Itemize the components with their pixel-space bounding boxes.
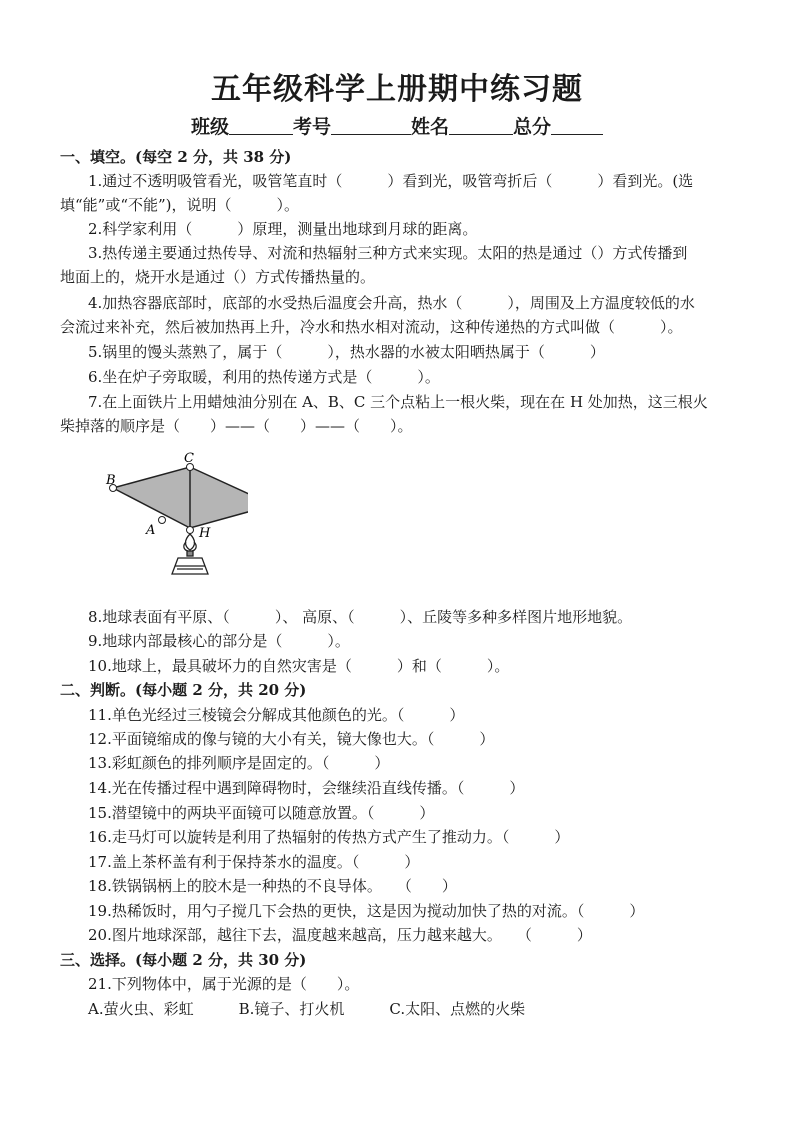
question-13: 13.彩虹颜色的排列顺序是固定的。（ ） [88, 754, 390, 772]
label-h: H [199, 526, 211, 541]
question-8: 8.地球表面有平原、（ ）、 高原、（ ）、丘陵等多种多样图片地形地貌。 [88, 608, 633, 626]
question-7-line-1: 7.在上面铁片上用蜡烛油分别在 A、B、C 三个点粘上一根火柴，现在在 H 处加热，这三根火 [88, 393, 708, 411]
iron-plate [113, 467, 248, 528]
question-16: 16.走马灯可以旋转是利用了热辐射的传热方式产生了推动力。（ ） [88, 828, 570, 846]
point-h-marker [187, 527, 194, 534]
question-11: 11.单色光经过三棱镜会分解成其他颜色的光。（ ） [88, 706, 465, 724]
score-blank[interactable] [551, 116, 603, 135]
question-2: 2.科学家利用（ ）原理，测量出地球到月球的距离。 [88, 220, 478, 238]
name-label: 姓名 [411, 116, 450, 138]
point-a-marker [159, 517, 166, 524]
question-18: 18.铁锅锅柄上的胶木是一种热的不良导体。 （ ） [88, 877, 457, 895]
question-3-line-1: 3.热传递主要通过热传导、对流和热辐射三种方式来实现。太阳的热是通过（）方式传播到 [88, 244, 688, 262]
label-b: B [106, 473, 116, 488]
question-9: 9.地球内部最核心的部分是（ ）。 [88, 632, 350, 650]
question-15: 15.潜望镜中的两块平面镜可以随意放置。（ ） [88, 804, 435, 822]
question-14: 14.光在传播过程中遇到障碍物时，会继续沿直线传播。（ ） [88, 779, 525, 797]
question-17: 17.盖上茶杯盖有利于保持茶水的温度。（ ） [88, 853, 420, 871]
question-5: 5.锅里的馒头蒸熟了，属于（ ），热水器的水被太阳晒热属于（ ） [88, 343, 605, 361]
question-12: 12.平面镜缩成的像与镜的大小有关，镜大像也大。（ ） [88, 730, 495, 748]
iron-plate-heating-diagram [98, 450, 248, 590]
exam-number-blank[interactable] [331, 116, 411, 135]
question-1-line-1: 1.通过不透明吸管看光，吸管笔直时（ ）看到光，吸管弯折后（ ）看到光。(选 [88, 172, 694, 190]
page-title: 五年级科学上册期中练习题 [211, 72, 583, 107]
question-1-line-2: 填“能”或“不能”)，说明（ ）。 [60, 196, 300, 214]
section-fill-heading: 一、填空。(每空 2 分，共 38 分) [60, 148, 292, 166]
section-judge-heading: 二、判断。(每小题 2 分，共 20 分) [60, 681, 307, 699]
student-info-row [0, 112, 794, 139]
name-blank[interactable] [449, 116, 513, 135]
section-choice-heading: 三、选择。(每小题 2 分，共 30 分) [60, 951, 307, 969]
question-19: 19.热稀饭时，用勺子搅几下会热的更快，这是因为搅动加快了热的对流。（ ） [88, 902, 645, 920]
question-4-line-2: 会流过来补充，然后被加热再上升，冷水和热水相对流动，这种传递热的方式叫做（ ）。 [60, 318, 683, 336]
question-6: 6.坐在炉子旁取暖，利用的热传递方式是（ ）。 [88, 368, 440, 386]
score-label: 总分 [513, 116, 552, 138]
class-blank[interactable] [229, 116, 293, 135]
question-7-line-2: 柴掉落的顺序是（ ）——（ ）——（ ）。 [60, 417, 413, 435]
class-label: 班级 [190, 116, 229, 138]
exam-number-label: 考号 [292, 116, 331, 138]
question-10: 10.地球上，最具破坏力的自然灾害是（ ）和（ ）。 [88, 657, 510, 675]
question-3-line-2: 地面上的，烧开水是通过（）方式传播热量的。 [60, 268, 376, 286]
question-20: 20.图片地球深部，越往下去，温度越来越高，压力越来越大。 （ ） [88, 926, 592, 944]
question-21-options: A.萤火虫、彩虹 B.镜子、打火机 C.太阳、点燃的火柴 [88, 1000, 526, 1018]
label-a: A [146, 523, 156, 538]
label-c: C [184, 451, 194, 466]
question-21: 21.下列物体中，属于光源的是（ ）。 [88, 975, 360, 993]
question-4-line-1: 4.加热容器底部时，底部的水受热后温度会升高，热水（ ），周围及上方温度较低的水 [88, 294, 695, 312]
